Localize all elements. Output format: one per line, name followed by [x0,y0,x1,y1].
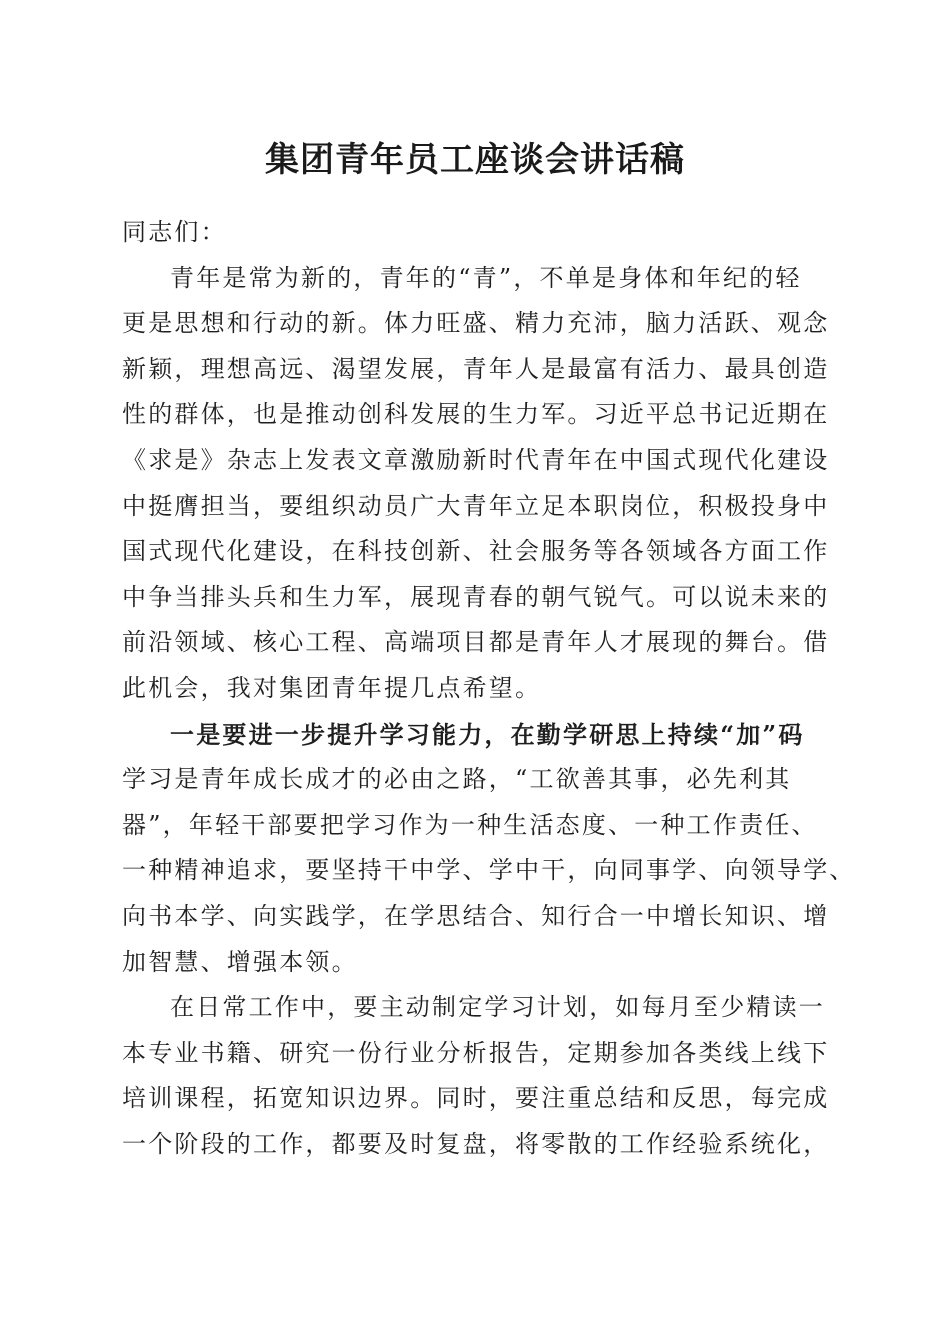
text-line: 学习是青年成长成才的必由之路，“工欲善其事，必先利其 [122,765,792,794]
document-body [122,210,856,1167]
text-line: 一种精神追求，要坚持干中学、学中干，向同事学、向领导学、 [122,856,856,885]
text-line: 前沿领域、核心工程、高端项目都是青年人才展现的舞台。借 [122,628,830,657]
text-line: 在日常工作中，要主动制定学习计划，如每月至少精读一 [170,993,825,1022]
section-heading-1: 一是要进一步提升学习能力，在勤学研思上持续“加”码 [170,719,805,749]
text-line: 《求是》杂志上发表文章激励新时代青年在中国式现代化建设 [122,445,830,474]
text-line: 此机会，我对集团青年提几点希望。 [122,673,542,702]
text-line: 国式现代化建设，在科技创新、社会服务等各领域各方面工作 [122,537,830,566]
text-line: 中争当排头兵和生力军，展现青春的朝气锐气。可以说未来的 [122,582,830,611]
text-line: 一个阶段的工作，都要及时复盘，将零散的工作经验系统化， [122,1129,830,1158]
text-line: 性的群体，也是推动创科发展的生力军。习近平总书记近期在 [122,400,830,429]
text-line: 中挺膺担当，要组织动员广大青年立足本职岗位，积极投身中 [122,491,830,520]
paragraph-1 [122,256,842,712]
text-line: 向书本学、向实践学，在学思结合、知行合一中增长知识、增 [122,901,830,930]
text-line: 青年是常为新的，青年的“青”，不单是身体和年纪的轻 [170,263,802,292]
paragraph-3 [122,985,842,1167]
text-line: 器”，年轻干部要把学习作为一种生活态度、一种工作责任、 [122,810,818,839]
text-line: 更是思想和行动的新。体力旺盛、精力充沛，脑力活跃、观念 [122,309,830,338]
text-line: 培训课程，拓宽知识边界。同时，要注重总结和反思，每完成 [122,1084,830,1113]
text-line: 本专业书籍、研究一份行业分析报告，定期参加各类线上线下 [122,1038,830,1067]
salutation: 同志们： [122,218,227,246]
paragraph-2 [122,757,856,985]
text-line: 加智慧、增强本领。 [122,947,358,976]
document-title: 集团青年员工座谈会讲话稿 [265,140,685,180]
text-line: 新颖，理想高远、渴望发展，青年人是最富有活力、最具创造 [122,354,830,383]
